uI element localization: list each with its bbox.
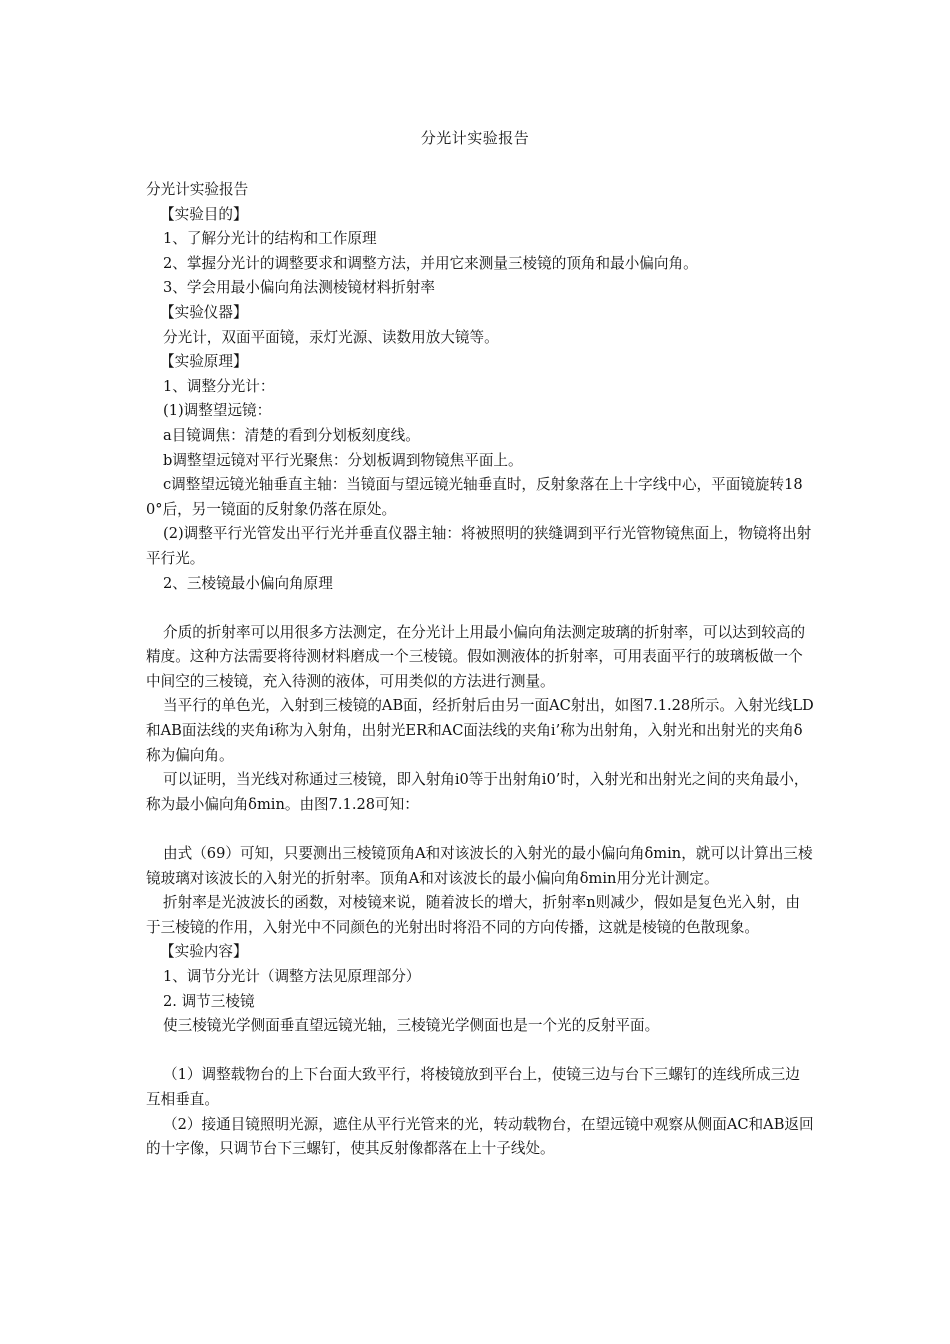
paragraph: 3、学会用最小偏向角法测棱镜材料折射率: [163, 279, 435, 297]
paragraph: 由式（69）可知，只要测出三棱镜顶角A和对该波长的入射光的最小偏向角δmin，就可以计算出三棱镜玻璃对该波长的入射光的折射率。顶角A和对该波长的最小偏向角δmin用分光计测定。: [146, 845, 813, 887]
paragraph: a目镜调焦：清楚的看到分划板刻度线。: [163, 426, 420, 444]
paragraph: 当平行的单色光，入射到三棱镜的AB面，经折射后由另一面AC射出，如图7.1.28所示。入射光线LD和AB面法线的夹角i称为入射角，出射光ER和AC面法线的夹角i’称为出射角，入射光和出射光的夹角δ称为偏向角。: [146, 697, 814, 764]
paragraph: 1、调整分光计：: [163, 377, 275, 395]
paragraph: 【实验原理】: [160, 353, 248, 371]
paragraph: 分光计，双面平面镜，汞灯光源、读数用放大镜等。: [163, 328, 499, 346]
paragraph: 分光计实验报告: [146, 181, 249, 198]
paragraph: 介质的折射率可以用很多方法测定，在分光计上用最小偏向角法测定玻璃的折射率，可以达到较高的精度。这种方法需要将待测材料磨成一个三棱镜。假如测液体的折射率，可用表面平行的玻璃板做一个中间空的三棱镜，充入待测的液体，可用类似的方法进行测量。: [146, 623, 806, 690]
paragraph: c调整望远镜光轴垂直主轴：当镜面与望远镜光轴垂直时，反射象落在上十字线中心，平面镜旋转180°后，另一镜面的反射象仍落在原处。: [146, 476, 803, 518]
paragraph: 1、调节分光计（调整方法见原理部分）: [163, 968, 421, 985]
document-body: [146, 178, 814, 1162]
paragraph: (2)调整平行光管发出平行光并垂直仪器主轴：将被照明的狭缝调到平行光管物镜焦面上，物镜将出射平行光。: [146, 525, 812, 567]
paragraph: 可以证明，当光线对称通过三棱镜，即入射角i0等于出射角i0’时，入射光和出射光之间的夹角最小，称为最小偏向角δmin。由图7.1.28可知：: [146, 771, 809, 813]
paragraph: 2、掌握分光计的调整要求和调整方法，并用它来测量三棱镜的顶角和最小偏向角。: [163, 254, 698, 272]
paragraph: 折射率是光波波长的函数，对棱镜来说，随着波长的增大，折射率n则减少，假如是复色光入射，由于三棱镜的作用，入射光中不同颜色的光射出时将沿不同的方向传播，这就是棱镜的色散现象。: [146, 894, 800, 936]
paragraph: 1、了解分光计的结构和工作原理: [163, 230, 377, 248]
paragraph: 【实验目的】: [160, 205, 248, 223]
page-title: 分光计实验报告: [420, 129, 530, 147]
paragraph: 【实验仪器】: [160, 303, 248, 321]
paragraph: b调整望远镜对平行光聚焦：分划板调到物镜焦平面上。: [163, 451, 523, 469]
paragraph: 使三棱镜光学侧面垂直望远镜光轴，三棱镜光学侧面也是一个光的反射平面。: [163, 1017, 660, 1035]
paragraph: 2、三棱镜最小偏向角原理: [163, 574, 333, 592]
paragraph: 2. 调节三棱镜: [163, 992, 255, 1010]
paragraph: （1）调整载物台的上下台面大致平行，将棱镜放到平台上，使镜三边与台下三螺钉的连线所成三边互相垂直。: [146, 1066, 800, 1108]
paragraph: （2）接通目镜照明光源，遮住从平行光管来的光，转动载物台，在望远镜中观察从侧面AC和AB返回的十字像，只调节台下三螺钉，使其反射像都落在上十子线处。: [146, 1115, 814, 1158]
paragraph: 【实验内容】: [160, 943, 248, 961]
paragraph: (1)调整望远镜：: [163, 402, 272, 420]
